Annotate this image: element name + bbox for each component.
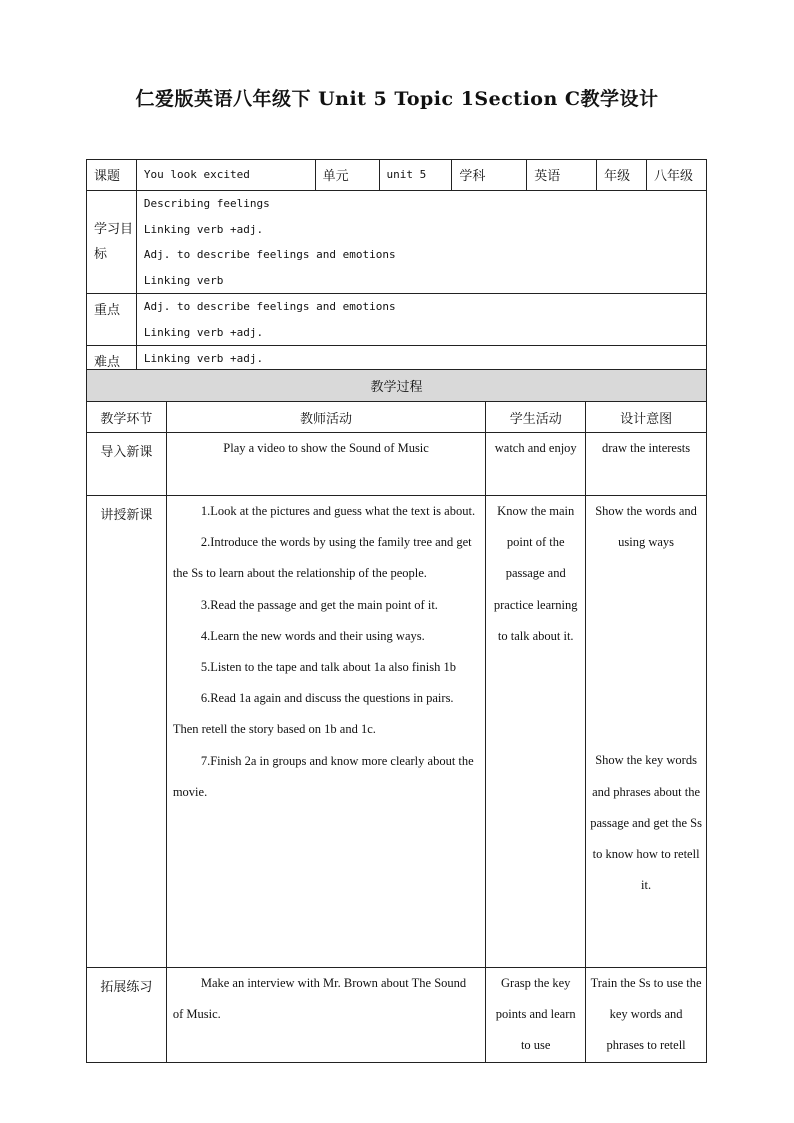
subject-value: 英语 (527, 160, 597, 191)
info-table (86, 159, 707, 377)
lesson-label: 课题 (87, 160, 137, 191)
teacher-step: 2.Introduce the words by using the family tree and get the Ss to learn about the relationship of the people. (172, 535, 472, 581)
column-header: 设计意图 (586, 402, 707, 433)
teacher-activity (166, 968, 485, 1063)
objective-item: Linking verb +adj. (143, 222, 264, 236)
teacher-step: 7.Finish 2a in groups and know more clearly about the movie. (172, 753, 474, 799)
column-header: 学生活动 (486, 402, 586, 433)
objective-item: Linking verb (143, 273, 224, 287)
process-header-row (87, 402, 707, 433)
process-row (87, 496, 707, 968)
teacher-step: Make an interview with Mr. Brown about The Sound of Music. (172, 976, 467, 1022)
grade-value: 八年级 (647, 160, 707, 191)
difficult-points-label: 难点 (87, 346, 137, 377)
objectives-row (87, 191, 707, 294)
teacher-activity (166, 433, 485, 496)
student-activity: Know the main point of the passage and practice learning to talk about it. (486, 496, 586, 968)
difficult-point-item: Linking verb +adj. (143, 352, 264, 365)
subject-label: 学科 (452, 160, 527, 191)
grade-label: 年级 (597, 160, 647, 191)
teacher-step: 5.Listen to the tape and talk about 1a also finish 1b (200, 660, 456, 675)
key-points-row (87, 294, 707, 346)
student-activity: Grasp the key points and learn to use (486, 968, 586, 1063)
objectives-label: 学习目标 (87, 191, 137, 294)
design-intent: draw the interests (586, 433, 707, 496)
process-heading-row (87, 370, 707, 402)
column-header: 教师活动 (166, 402, 485, 433)
key-point-item: Linking verb +adj. (143, 325, 264, 339)
key-points-label: 重点 (87, 294, 137, 346)
stage-cell: 导入新课 (87, 433, 167, 496)
stage-cell: 拓展练习 (87, 968, 167, 1063)
teacher-step: 4.Learn the new words and their using ways. (200, 628, 425, 643)
teacher-step: 1.Look at the pictures and guess what the text is about. (200, 504, 476, 518)
design-intent-part: Show the words and using ways (595, 504, 697, 550)
stage-cell: 讲授新课 (87, 496, 167, 968)
objective-item: Adj. to describe feelings and emotions (143, 248, 396, 261)
lesson-value: You look excited (143, 168, 250, 181)
info-row (87, 160, 707, 191)
key-points-list (136, 294, 706, 346)
process-heading: 教学过程 (87, 370, 707, 402)
teacher-activity (166, 496, 485, 968)
teacher-step: Play a video to show the Sound of Music (223, 441, 429, 455)
key-point-item: Adj. to describe feelings and emotions (143, 300, 396, 313)
design-intent (586, 496, 707, 968)
design-intent: Train the Ss to use the key words and phrases to retell (586, 968, 707, 1063)
process-table (86, 369, 707, 1063)
student-activity: watch and enjoy (486, 433, 586, 496)
design-intent-part: Show the key words and phrases about the passage and get the Ss to know how to retell it. (590, 753, 702, 893)
unit-value: unit 5 (386, 168, 427, 181)
teacher-step: 6.Read 1a again and discuss the questions in pairs. Then retell the story based on 1b and 1c. (172, 691, 454, 737)
teacher-step: 3.Read the passage and get the main point of it. (200, 597, 438, 612)
page-title: 仁爱版英语八年级下 Unit 5 Topic 1Section C教学设计 (135, 88, 659, 110)
process-row (87, 968, 707, 1063)
objectives-list (136, 191, 706, 294)
unit-label: 单元 (315, 160, 379, 191)
process-row (87, 433, 707, 496)
objective-item: Describing feelings (143, 197, 270, 210)
column-header: 教学环节 (87, 402, 167, 433)
